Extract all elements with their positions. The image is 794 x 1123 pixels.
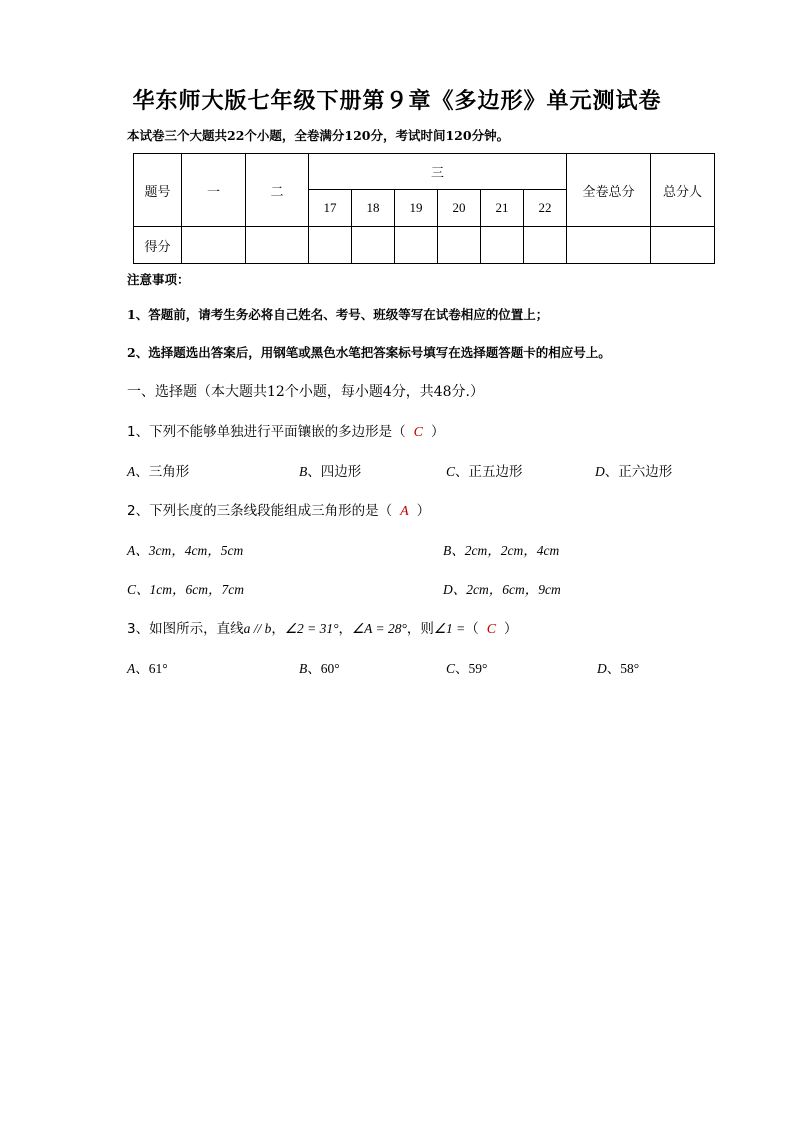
question-close: ） [430, 424, 445, 440]
sub-col-18: 18 [352, 190, 395, 227]
option-text: 、2cm，6cm，9cm [452, 582, 561, 597]
score-table [133, 153, 715, 264]
row-label-question-no: 题号 [134, 154, 182, 227]
option-letter: A [127, 543, 136, 558]
note-item-2: 2、选择题选出答案后，用钢笔或黑色水笔把答案标号填写在选择题答题卡的相应号上。 [127, 345, 611, 360]
note-item-1: 1、答题前，请考生务必将自己姓名、考号、班级等写在试卷相应的位置上； [127, 307, 549, 322]
q1-option-d [595, 460, 672, 480]
option-letter: B [299, 464, 308, 479]
question-close: ） [416, 503, 431, 519]
question-stem-prefix: 3、如图所示，直线 [127, 621, 244, 637]
separator: ，则 [406, 621, 434, 637]
option-text: 、3cm，4cm，5cm [135, 543, 244, 558]
score-cell[interactable] [246, 227, 309, 264]
option-text: 、61° [135, 661, 168, 676]
score-cell[interactable] [309, 227, 352, 264]
col-scorer: 总分人 [651, 154, 715, 227]
sub-col-21: 21 [481, 190, 524, 227]
option-letter: A [127, 464, 136, 479]
option-letter: B [443, 543, 452, 558]
score-cell[interactable] [182, 227, 246, 264]
col-part-two: 二 [246, 154, 309, 227]
page-title: 华东师大版七年级下册第９章《多边形》单元测试卷 [132, 88, 662, 114]
math-angle-2: ∠2 = 31° [284, 621, 339, 636]
option-letter: B [299, 661, 308, 676]
option-text: 、1cm，6cm，7cm [136, 582, 244, 597]
math-parallel: a // b [243, 621, 272, 636]
q2-option-b [443, 539, 559, 559]
sub-col-17: 17 [309, 190, 352, 227]
q1-option-c [446, 460, 523, 480]
notes-heading: 注意事项： [127, 272, 190, 287]
score-cell[interactable] [524, 227, 567, 264]
answer-mark: C [486, 622, 497, 637]
q2-option-d [443, 578, 561, 598]
col-part-one: 一 [182, 154, 246, 227]
score-cell[interactable] [481, 227, 524, 264]
q3-option-a [127, 657, 168, 677]
q3-option-b [299, 657, 340, 677]
question-1 [127, 420, 444, 441]
option-letter: D [597, 661, 607, 676]
option-text: 、正五边形 [455, 464, 523, 480]
option-text: 、58° [606, 661, 640, 676]
separator: ， [338, 621, 352, 637]
option-text: 、四边形 [307, 464, 362, 480]
option-text: 、60° [307, 661, 340, 676]
option-text: 、59° [455, 661, 488, 676]
question-open: （ [465, 621, 479, 637]
option-text: 、2cm，2cm，4cm [451, 543, 560, 558]
option-letter: A [127, 661, 136, 676]
score-cell[interactable] [651, 227, 715, 264]
option-text: 、三角形 [135, 464, 190, 480]
option-letter: C [127, 582, 137, 597]
option-text: 、正六边形 [604, 464, 673, 480]
sub-col-22: 22 [524, 190, 567, 227]
score-cell[interactable] [438, 227, 481, 264]
question-stem: 2、下列长度的三条线段能组成三角形的是（ [127, 503, 393, 519]
option-letter: D [595, 464, 605, 479]
q2-option-a [127, 539, 243, 559]
answer-mark: C [413, 425, 423, 440]
question-2 [127, 499, 430, 520]
separator: ， [271, 621, 285, 637]
sub-col-20: 20 [438, 190, 481, 227]
exam-intro: 本试卷三个大题共22个小题，全卷满分120分，考试时间120分钟。 [127, 128, 510, 143]
q1-option-b [299, 460, 361, 480]
question-stem: 1、下列不能够单独进行平面镶嵌的多边形是（ [127, 424, 406, 440]
option-letter: C [446, 661, 456, 676]
score-cell[interactable] [395, 227, 438, 264]
q2-option-c [127, 578, 244, 598]
score-cell[interactable] [352, 227, 395, 264]
col-part-three: 三 [309, 154, 567, 190]
q3-option-d [597, 657, 639, 677]
col-total-score: 全卷总分 [567, 154, 651, 227]
math-angle-1: ∠1 = [433, 621, 466, 636]
q1-option-a [127, 460, 189, 480]
option-letter: D [443, 582, 453, 597]
q3-option-c [446, 657, 487, 677]
option-letter: C [446, 464, 456, 479]
score-cell[interactable] [567, 227, 651, 264]
sub-col-19: 19 [395, 190, 438, 227]
question-close: ） [504, 621, 518, 637]
answer-mark: A [400, 504, 409, 519]
row-label-score: 得分 [134, 227, 182, 264]
question-3 [127, 617, 518, 638]
section-title-choice: 一、选择题（本大题共12个小题，每小题4分，共48分.） [127, 384, 484, 400]
math-angle-a: ∠A = 28° [351, 621, 407, 636]
